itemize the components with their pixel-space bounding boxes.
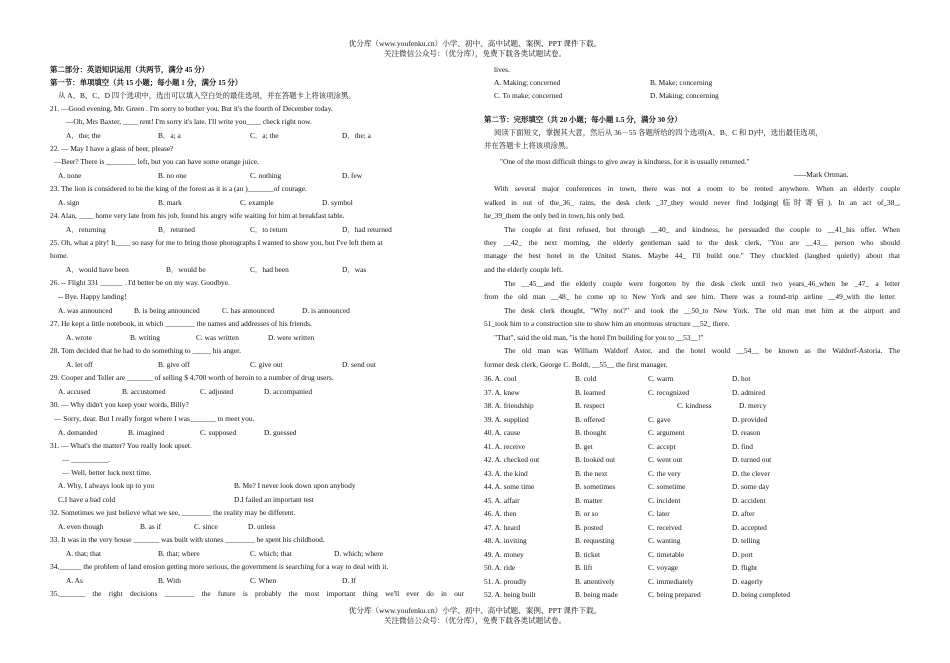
cloze-option: C. voyage (648, 563, 678, 572)
option: B. Make; concerning (650, 78, 713, 87)
option: D．the; a (342, 131, 371, 140)
cloze-option: B. posted (575, 522, 603, 532)
option: A. demanded (58, 428, 98, 437)
option: A. accused (58, 387, 91, 396)
cloze-option: D. port (732, 549, 753, 559)
passage-line: he_39_them the only bed in town, his only bed. (484, 211, 625, 220)
option: C. supposed (200, 428, 237, 437)
cloze-option: C. being prepared (648, 590, 701, 599)
cloze-option: C. kindness (677, 401, 712, 410)
cloze-option: B. the next (575, 468, 608, 478)
cloze-option: C. recognized (648, 387, 690, 397)
option: B. mark (158, 198, 182, 207)
cloze-option: B. offered (575, 414, 605, 424)
question-31: 31. — What's the matter? You really look upset. (50, 441, 192, 450)
cloze-option: C. timetable (648, 549, 685, 559)
cloze-question-52: 52. A. being built (484, 590, 536, 599)
question-35: 35._______ the right decisions ________ the future is probably the most important thing we'll ever do in our (50, 589, 464, 598)
cloze-option: C. incident (648, 495, 681, 505)
question-25-cont: home. (50, 251, 69, 260)
question-31-reply: — Well, better luck next time. (62, 468, 152, 477)
option: B．a; a (158, 131, 181, 140)
option: D. unless (248, 522, 276, 531)
cloze-option: B. thought (575, 428, 607, 437)
cloze-question-40: 40. A. cause (484, 428, 521, 437)
option: B．would be (166, 265, 206, 274)
option: D. guessed (264, 428, 297, 437)
option: C.I have a bad cold (58, 495, 116, 504)
header-line-1: 优分库（www.youfenku.cn）小学、初中、高中试题、案例、PPT 课件下载。 (348, 39, 602, 48)
question-31-blank: — __________. (62, 455, 111, 464)
cloze-question-46: 46. A. then (484, 509, 517, 518)
passage-line: former desk clerk, George C. Boldt, __55__ the first manager. (484, 360, 668, 369)
cloze-option: D. flight (732, 563, 758, 572)
passage-line: The old man was William Waldorf Astor, and the hotel would __54__ be known as the Waldorf-Astoria. The (504, 346, 900, 355)
cloze-question-49: 49. A. money (484, 549, 524, 559)
option: B. imagined (128, 428, 165, 437)
cloze-option: C. received (648, 522, 682, 532)
option: D．was (342, 265, 367, 274)
option: A. sign (58, 198, 80, 207)
cloze-option: D. eagerly (732, 576, 763, 586)
question-29: 29. Cooper and Teller are _______ of selling $ 4,700 worth of heroin to a number of drug users. (50, 373, 334, 382)
option: A．returning (66, 225, 106, 234)
passage-line: and the elderly couple left. (484, 265, 564, 274)
cloze-option: C. later (648, 509, 670, 518)
cloze-question-36: 36. A. cool (484, 374, 517, 383)
option: A. none (58, 171, 82, 180)
cloze-option: C. went out (648, 455, 683, 464)
question-22: 22. — May I have a glass of beer, please? (50, 144, 174, 153)
question-33: 33. It was in the very house _______ was built with stones ________ he spent his childhood. (50, 535, 325, 544)
question-26-dialogue: -- Bye. Happy landing! (58, 292, 127, 301)
passage-line: With several major conferences in town, there was not a room to be rented anywhere. When an elderly couple (494, 184, 900, 193)
cloze-question-47: 47. A. heard (484, 522, 521, 532)
header-line-2: 关注微信公众号：（优分库），免费下载各类试题试卷。 (383, 49, 567, 58)
question-28: 28. Tom decided that he had to do something to _____ his anger. (50, 346, 242, 355)
section1-intro: 从 A、B、C、D 四个选项中，选出可以填入空白处的最佳选项，并在答题卡上将该项涂黑。 (58, 91, 356, 100)
option: A. that; that (66, 549, 102, 558)
option: C. To make; concerned (494, 91, 563, 100)
question-24: 24. Alan, ____ home very late from his job, found his angry wife waiting for him at breakfast table. (50, 211, 345, 220)
part-title: 第二部分：英语知识运用（共两节，满分 45 分） (50, 65, 209, 74)
cloze-question-45: 45. A. affair (484, 495, 520, 505)
cloze-option: C. wanting (648, 536, 681, 545)
passage-line: manage the best hotel in the United States. Maybe 44_ I'll build one." They chuckled (laughed quietly) about that (484, 251, 900, 260)
option: D. If (342, 576, 356, 585)
option: C．had been (250, 265, 289, 274)
passage-line: The __45__and the elderly couple were forgotten by the desk clerk until two years_46_when he _47_ a letter (504, 279, 900, 288)
cloze-question-41: 41. A. receive (484, 441, 526, 451)
option: D．had returned (342, 225, 392, 234)
option: A. As (66, 576, 83, 585)
cloze-question-48: 48. A. inviting (484, 536, 527, 545)
cloze-option: D. accident (732, 495, 766, 505)
question-25: 25. Oh, what a pity! It____ so easy for me to bring those photographs I wanted to show you, but I've left them at (50, 238, 383, 247)
option: A. even though (58, 522, 104, 531)
option: C. give out (250, 360, 283, 369)
cloze-option: D. hot (732, 374, 751, 383)
passage-line: they __42_ the next morning, the elderly gentleman said to the desk clerk, "You are __43__ person who should (484, 238, 900, 247)
passage-attribution: -----Mark Ortman. (794, 170, 849, 179)
cloze-question-39: 39. A. supplied (484, 414, 529, 424)
cloze-question-51: 51. A. proudly (484, 576, 527, 586)
cloze-option: D. reason (732, 428, 761, 437)
cloze-option: D. provided (732, 414, 768, 424)
cloze-option: B. learned (575, 387, 606, 397)
cloze-option: B. matter (575, 495, 603, 505)
question-21-dialogue: —Oh, Mrs Baxter, ____ rent! I'm sorry it's late. I'll write you____ check right now. (66, 117, 312, 126)
question-35-cont: lives. (494, 65, 510, 74)
option: C. When (250, 576, 277, 585)
question-26: 26. -- Flight 331 ______ . I'd better be on my way. Goodbye. (50, 278, 230, 287)
question-30-dialogue: — Sorry, dear. But I really forgot where I was_______ to meet you. (54, 414, 255, 423)
option: A. Making; concerned (494, 78, 561, 87)
option: B. as if (140, 522, 162, 531)
footer-line-2: 关注微信公众号：（优分库），免费下载各类试题试卷。 (383, 616, 567, 625)
option: B. that; where (158, 549, 200, 558)
cloze-option: C. sometime (648, 482, 686, 491)
footer-line-1: 优分库（www.youfenku.cn）小学、初中、高中试题、案例、PPT 课件下载。 (348, 606, 602, 615)
passage-quote: "One of the most difficult things to give away is kindness, for it is usually returned." (500, 157, 750, 166)
option: C．a; the (250, 131, 279, 140)
cloze-option: B. requesting (575, 536, 615, 545)
section1-title: 第一节：单项填空（共 15 小题；每小题 1 分，满分 15 分） (50, 78, 243, 87)
cloze-option: C. gave (648, 414, 671, 424)
cloze-option: D. mercy (739, 401, 767, 410)
option: B. give off (158, 360, 190, 369)
section2-title: 第二节：完形填空（共 20 小题；每小题 1.5 分，满分 30 分） (484, 115, 682, 124)
option: A. was announced (58, 306, 113, 315)
option: D. is announced (302, 306, 350, 315)
option: C. was written (196, 333, 239, 342)
passage-line: The desk clerk thought, "Why not?" and took the __50_to New York. The old man met him at the airport and (504, 306, 900, 315)
option: A. Why, I always look up to you (58, 481, 155, 490)
cloze-option: B. respect (575, 401, 605, 410)
cloze-option: D. being completed (732, 590, 791, 599)
cloze-question-38: 38. A. friendship (484, 401, 534, 410)
cloze-option: C. the very (648, 468, 681, 478)
option: C. since (194, 522, 218, 531)
question-30: 30. — Why didn't you keep your words, Billy? (50, 400, 189, 409)
passage-line: The couple at first refused, but through __40_ and kindness, he persuaded the couple to __41_his offer. When (504, 225, 900, 234)
option: B. accustomed (122, 387, 166, 396)
option: A．the; the (66, 131, 101, 140)
option: B. writing (130, 333, 160, 342)
cloze-option: C. immediately (648, 576, 694, 586)
question-23: 23. The lion is considered to be the king of the forest as it is a (an )_______of courage. (50, 184, 307, 193)
option: D. symbol (322, 198, 353, 207)
cloze-option: B. attentively (575, 576, 615, 586)
option: B. is being announced (134, 306, 200, 315)
cloze-question-37: 37. A. knew (484, 387, 520, 397)
cloze-option: D. after (732, 509, 755, 518)
cloze-question-44: 44. A. some time (484, 482, 535, 491)
option: C. example (240, 198, 274, 207)
option: D. few (342, 171, 363, 180)
cloze-option: B. cold (575, 374, 597, 383)
passage-line: "That", said the old man, "is the hotel I'm building for you to __53__!" (494, 333, 704, 342)
option: C. nothing (250, 171, 282, 180)
question-32: 32. Sometimes we just believe what we see, ________ the reality may be different. (50, 508, 296, 517)
cloze-option: D. some day (732, 482, 770, 491)
question-34: 34.______ the problem of land erosion getting more serious, the government is searching for a way to deal with it. (50, 562, 389, 571)
option: D.I failed an important test (234, 495, 314, 504)
option: C. which; that (250, 549, 292, 558)
option: D. which; where (334, 549, 384, 558)
option: D. send out (342, 360, 376, 369)
cloze-question-43: 43. A. the kind (484, 468, 528, 478)
cloze-question-42: 42. A. checked out (484, 455, 540, 464)
cloze-option: D. find (732, 441, 753, 451)
passage-line: walked in out of the_36_ rains, the desk clerk _37_they would never find lodging(临时寄宿). In an act of_38_, (484, 198, 900, 207)
page-header (0, 39, 950, 59)
cloze-option: B. ticket (575, 549, 601, 559)
section2-intro-2: 并在答题卡上将该项涂黑。 (484, 141, 573, 150)
page-footer (0, 606, 950, 626)
cloze-option: D. turned out (732, 455, 772, 464)
cloze-option: B. sometimes (575, 482, 616, 491)
option: A．would have been (66, 265, 129, 274)
passage-line: 51_took him to a construction site to show him an enormous structure __52_ there. (484, 319, 730, 328)
cloze-option: C. accept (648, 441, 676, 451)
cloze-option: B. lift (575, 563, 593, 572)
cloze-question-50: 50. A. ride (484, 563, 516, 572)
option: B. Me? I never look down upon anybody (234, 481, 356, 490)
cloze-option: D. telling (732, 536, 760, 545)
option: D. were written (268, 333, 315, 342)
option: D. accompanied (264, 387, 313, 396)
cloze-option: C. argument (648, 428, 685, 437)
question-22-dialogue: —Beer? There is ________ left, but you can have some orange juice. (54, 157, 259, 166)
option: C. adjusted (200, 387, 234, 396)
option: A. let off (66, 360, 93, 369)
option: C．to return (250, 225, 288, 234)
passage-line: from the old man __48_ he come up to New York and see him. There was a round-trip airline __49_with the letter. (484, 292, 896, 301)
section2-intro-1: 阅读下面短文，掌握其大意，然后从 36－55 各题所给的四个选项(A、B、C 和 D)中，选出最佳选项， (494, 128, 823, 137)
option: D. Making; concerning (650, 91, 719, 100)
cloze-option: B. or so (575, 509, 599, 518)
cloze-option: D. accepted (732, 522, 767, 532)
cloze-option: C. warm (648, 374, 674, 383)
question-27: 27. He kept a little notebook, in which ________ the names and addresses of his friends. (50, 319, 312, 328)
option: C. has announced (222, 306, 275, 315)
option: B．returned (158, 225, 195, 234)
option: B. no one (158, 171, 187, 180)
cloze-option: B. being made (575, 590, 618, 599)
cloze-option: D. admired (732, 387, 766, 397)
question-21: 21. —Good evening, Mr. Green . I'm sorry to bother you. But it's the fourth of December today. (50, 104, 333, 113)
cloze-option: B. looked out (575, 455, 616, 464)
cloze-option: B. get (575, 441, 593, 451)
option: A. wrote (66, 333, 92, 342)
cloze-option: D. the clever (732, 468, 770, 478)
option: B. With (158, 576, 181, 585)
